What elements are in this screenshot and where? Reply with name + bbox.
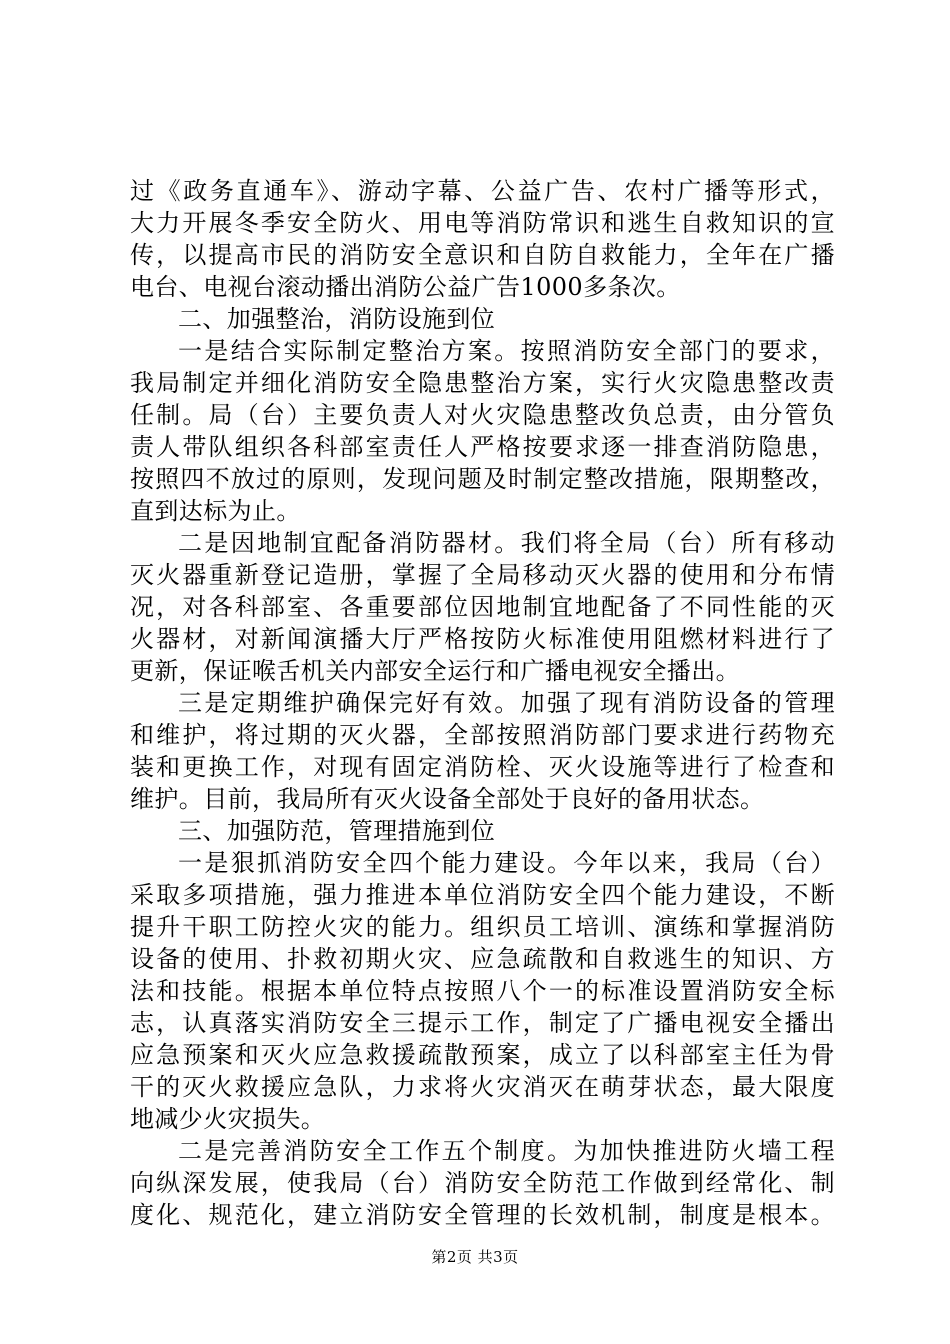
document-line: 二是完善消防安全工作五个制度。为加快推进防火墙工程 — [178, 1137, 835, 1165]
document-line: 灭火器重新登记造册，掌握了全局移动灭火器的使用和分布情 — [130, 561, 835, 589]
document-line: 干的灭火救援应急队，力求将火灾消灭在萌芽状态，最大限度 — [130, 1073, 835, 1101]
document-line: 三、加强防范，管理措施到位 — [178, 817, 496, 845]
document-line: 二是因地制宜配备消防器材。我们将全局（台）所有移动 — [178, 529, 835, 557]
document-line: 度化、规范化，建立消防安全管理的长效机制，制度是根本。 — [130, 1201, 835, 1229]
document-line: 一是结合实际制定整治方案。按照消防安全部门的要求， — [178, 337, 835, 365]
document-line: 过《政务直通车》、游动字幕、公益广告、农村广播等形式， — [130, 177, 835, 205]
document-line: 责人带队组织各科部室责任人严格按要求逐一排查消防隐患， — [130, 433, 835, 461]
document-line: 我局制定并细化消防安全隐患整治方案，实行火灾隐患整改责 — [130, 369, 835, 397]
document-line: 大力开展冬季安全防火、用电等消防常识和逃生自救知识的宣 — [130, 209, 835, 237]
document-line: 况，对各科部室、各重要部位因地制宜地配备了不同性能的灭 — [130, 593, 835, 621]
document-line: 采取多项措施，强力推进本单位消防安全四个能力建设，不断 — [130, 881, 835, 909]
document-line: 更新，保证喉舌机关内部安全运行和广播电视安全播出。 — [130, 657, 740, 685]
document-body — [130, 175, 835, 1231]
document-line: 向纵深发展，使我局（台）消防安全防范工作做到经常化、制 — [130, 1169, 835, 1197]
document-line: 任制。局（台）主要负责人对火灾隐患整改负总责，由分管负 — [130, 401, 835, 429]
document-line: 法和技能。根据本单位特点按照八个一的标准设置消防安全标 — [130, 977, 835, 1005]
document-line: 设备的使用、扑救初期火灾、应急疏散和自救逃生的知识、方 — [130, 945, 835, 973]
document-line: 维护。目前，我局所有灭火设备全部处于良好的备用状态。 — [130, 785, 765, 813]
document-line: 二、加强整治，消防设施到位 — [178, 305, 496, 333]
document-line: 装和更换工作，对现有固定消防栓、灭火设施等进行了检查和 — [130, 753, 835, 781]
document-line: 志，认真落实消防安全三提示工作，制定了广播电视安全播出 — [130, 1009, 835, 1037]
page-number-footer: 第2页 共3页 — [431, 1248, 519, 1266]
document-line: 按照四不放过的原则，发现问题及时制定整改措施，限期整改， — [130, 465, 835, 493]
document-line: 应急预案和灭火应急救援疏散预案，成立了以科部室主任为骨 — [130, 1041, 835, 1069]
document-line: 提升干职工防控火灾的能力。组织员工培训、演练和掌握消防 — [130, 913, 835, 941]
document-line: 三是定期维护确保完好有效。加强了现有消防设备的管理 — [178, 689, 835, 717]
document-line: 火器材，对新闻演播大厅严格按防火标准使用阻燃材料进行了 — [130, 625, 835, 653]
document-line: 电台、电视台滚动播出消防公益广告1000多条次。 — [130, 273, 681, 301]
document-line: 直到达标为止。 — [130, 497, 301, 525]
document-line: 和维护，将过期的灭火器，全部按照消防部门要求进行药物充 — [130, 721, 835, 749]
document-line: 一是狠抓消防安全四个能力建设。今年以来，我局（台） — [178, 849, 835, 877]
document-line: 传，以提高市民的消防安全意识和自防自救能力，全年在广播 — [130, 241, 835, 269]
document-line: 地减少火灾损失。 — [130, 1105, 326, 1133]
